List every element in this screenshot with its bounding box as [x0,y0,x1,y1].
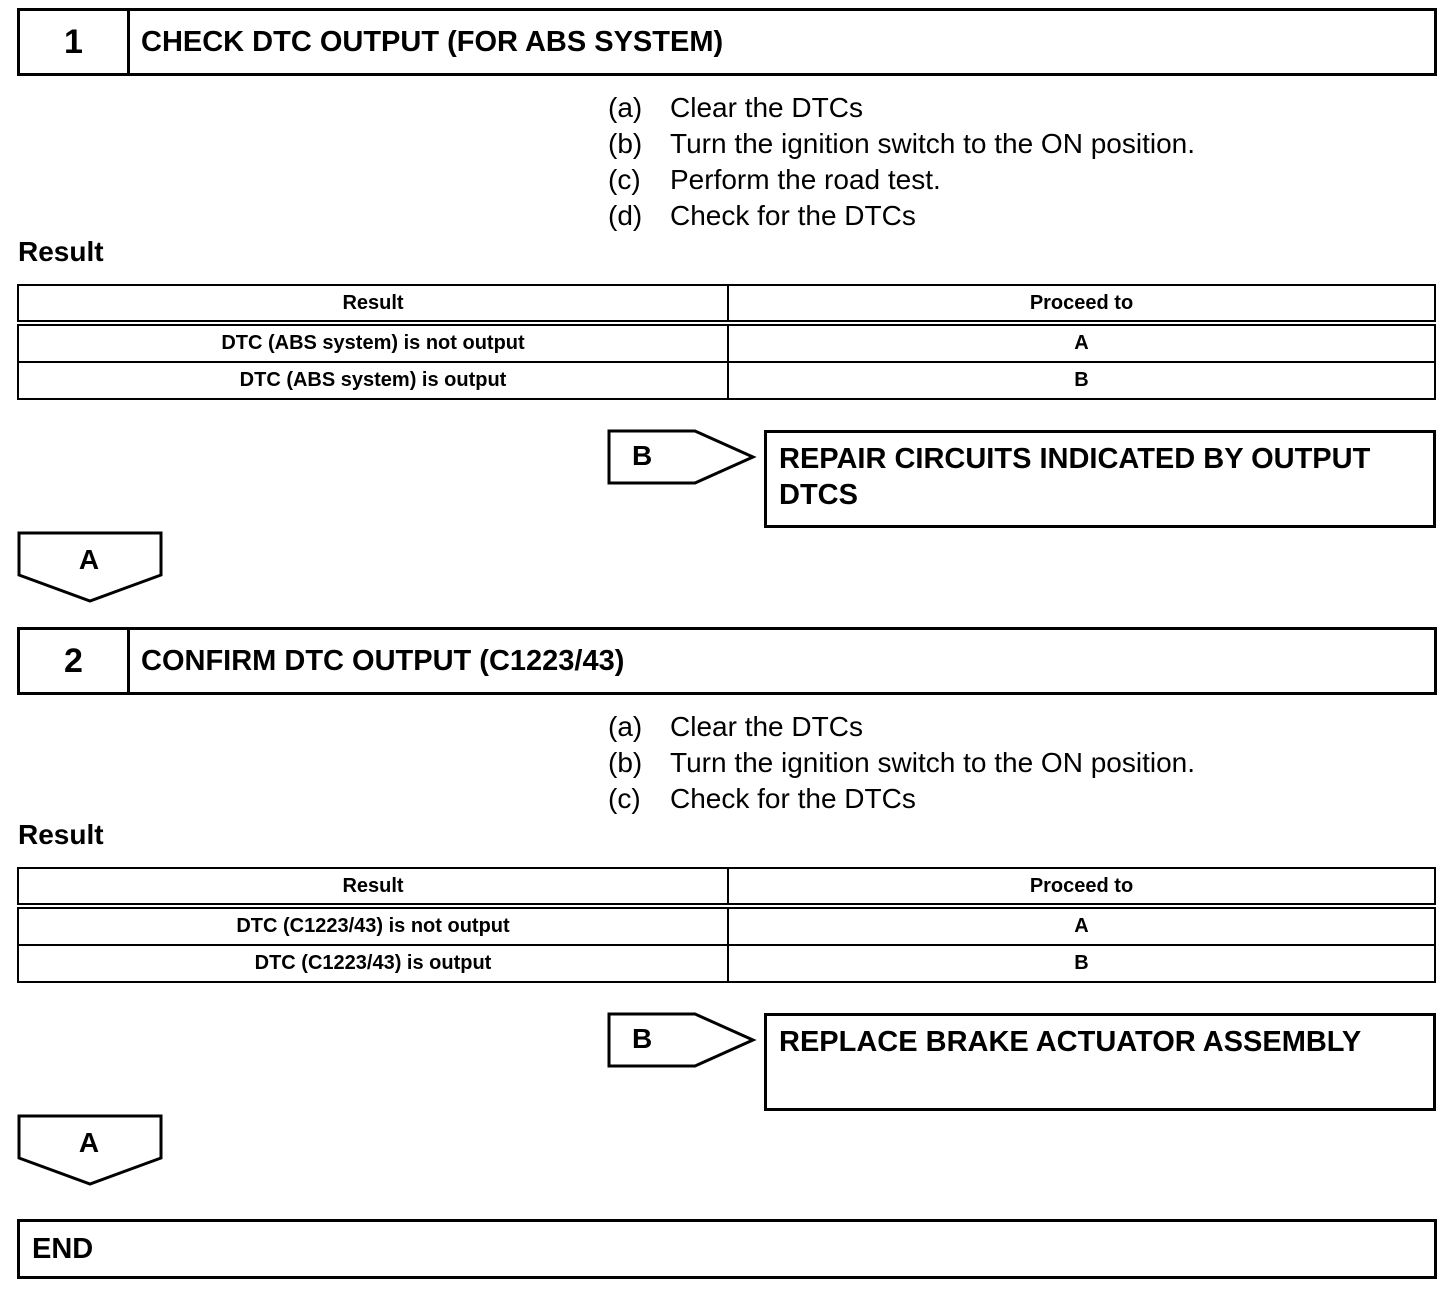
instruction-mark: (d) [608,200,643,231]
end-box [17,1219,1437,1279]
step-1-b-action-text: REPAIR CIRCUITS INDICATED BY OUTPUT DTCS [779,443,1371,511]
step-1-number: 1 [20,11,130,73]
instruction-text: Check for the DTCs [670,200,916,231]
step-2-result-table [17,867,1436,983]
step-1-result-heading: Result [18,236,104,267]
step-1-title: CHECK DTC OUTPUT (FOR ABS SYSTEM) [141,25,724,58]
branch-a-label: A [78,1127,100,1158]
instruction-mark: (a) [608,711,643,742]
table-row [18,362,1435,399]
instruction-text: Turn the ignition switch to the ON position. [670,128,1195,159]
table-cell-result: DTC (C1223/43) is output [18,945,728,982]
step-2-b-action-box [764,1013,1436,1111]
table-header-result: Result [18,285,728,323]
table-header-row [18,868,1435,906]
step-2-result-heading: Result [18,819,104,850]
branch-b-arrow-icon [607,429,757,485]
step-1-result-table [17,284,1436,400]
branch-b-arrow-icon [607,1012,757,1068]
table-row [18,906,1435,945]
instruction-item [608,745,1195,781]
table-header-proceed: Proceed to [728,285,1435,323]
step-2-instructions [608,709,1195,817]
branch-a-label: A [78,544,100,575]
instruction-item [608,162,1195,198]
instruction-item [608,90,1195,126]
instruction-mark: (b) [608,128,643,159]
step-2-title: CONFIRM DTC OUTPUT (C1223/43) [141,644,625,677]
table-cell-result: DTC (ABS system) is not output [18,323,728,362]
instruction-mark: (a) [608,92,643,123]
step-2-number: 2 [20,630,130,692]
table-cell-proceed: A [728,323,1435,362]
instruction-item [608,126,1195,162]
step-2-b-action-text: REPLACE BRAKE ACTUATOR ASSEMBLY [779,1026,1362,1058]
instruction-text: Clear the DTCs [670,711,863,742]
table-row [18,945,1435,982]
step-1-header [17,8,1437,76]
instruction-mark: (c) [608,164,641,195]
instruction-text: Perform the road test. [670,164,941,195]
instruction-mark: (c) [608,783,641,814]
branch-b-label: B [632,1023,653,1054]
instruction-text: Check for the DTCs [670,783,916,814]
end-label: END [32,1232,94,1265]
instruction-text: Clear the DTCs [670,92,863,123]
step-1-b-action-box [764,430,1436,528]
table-header-proceed: Proceed to [728,868,1435,906]
instruction-item [608,709,1195,745]
table-header-result: Result [18,868,728,906]
step-1-instructions [608,90,1195,234]
branch-b-label: B [632,440,653,471]
table-cell-proceed: A [728,906,1435,945]
table-cell-proceed: B [728,362,1435,399]
instruction-mark: (b) [608,747,643,778]
instruction-item [608,781,1195,817]
instruction-text: Turn the ignition switch to the ON position. [670,747,1195,778]
instruction-item [608,198,1195,234]
table-cell-result: DTC (C1223/43) is not output [18,906,728,945]
step-2-header [17,627,1437,695]
table-header-row [18,285,1435,323]
table-row [18,323,1435,362]
table-cell-proceed: B [728,945,1435,982]
table-cell-result: DTC (ABS system) is output [18,362,728,399]
